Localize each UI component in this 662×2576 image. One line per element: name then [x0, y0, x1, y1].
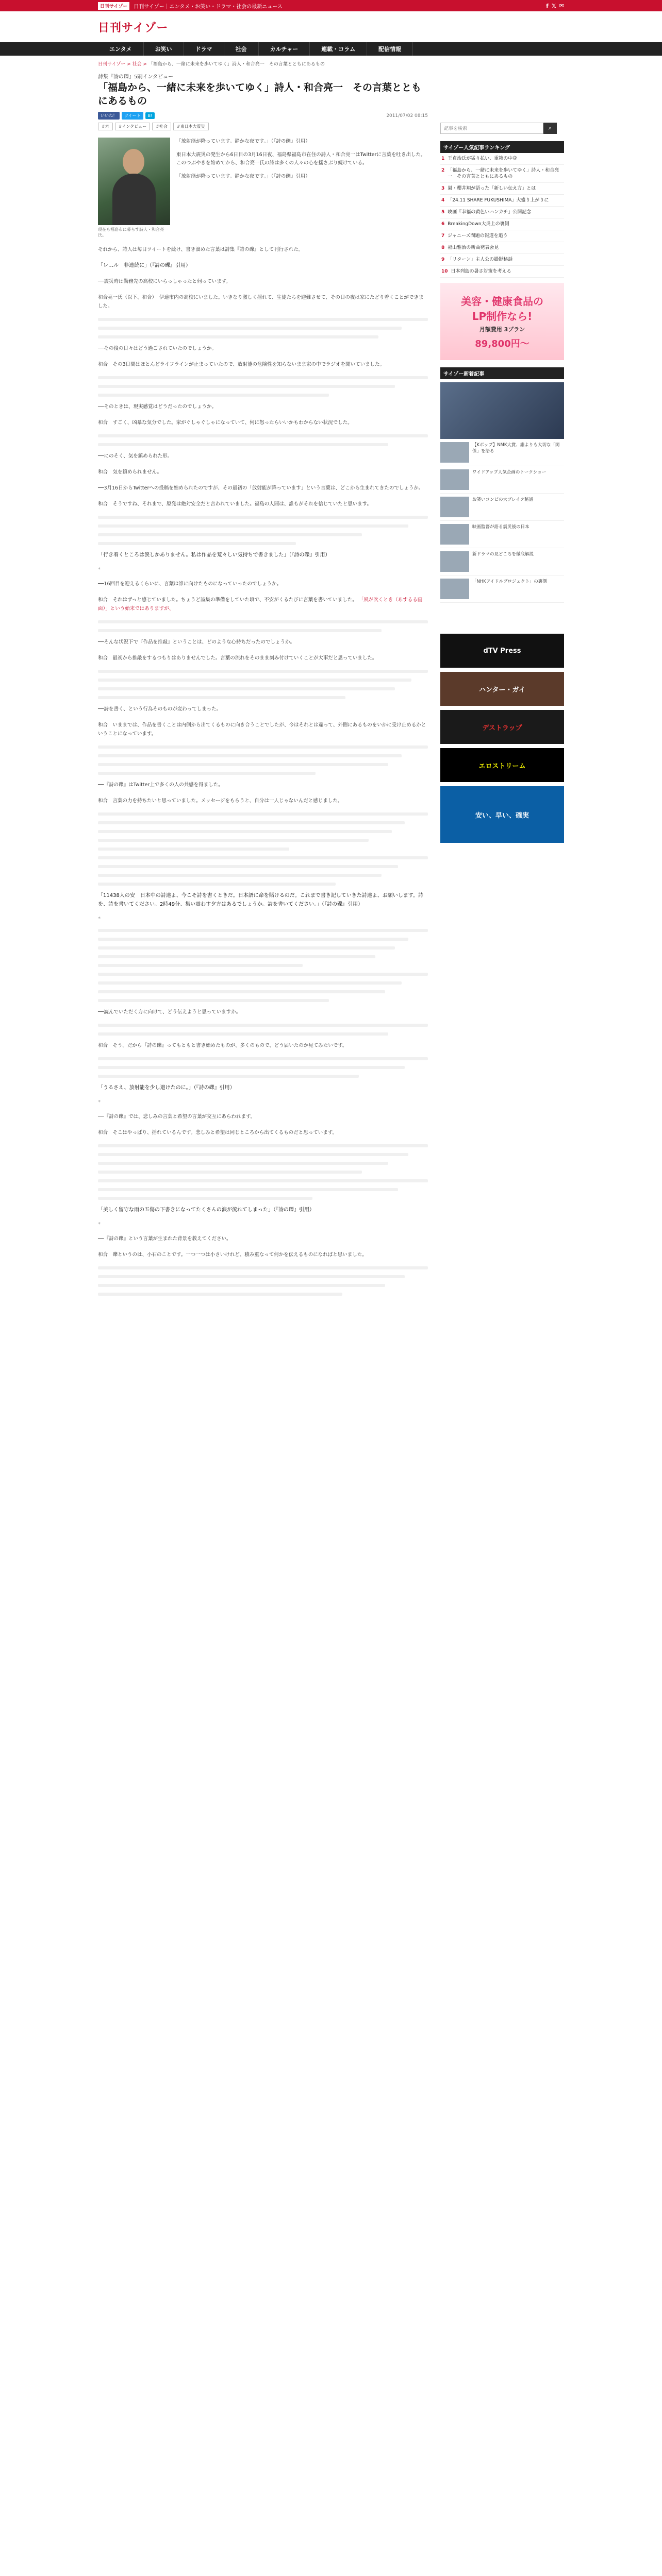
sidebar: [440, 61, 564, 1301]
site-logo[interactable]: 日刊サイゾー: [98, 21, 169, 35]
nav-item-culture[interactable]: カルチャー: [259, 42, 310, 56]
ad-banner-lp[interactable]: [440, 283, 564, 360]
social-links: [546, 3, 564, 9]
lead-quote: 「放射能が降っています。静かな夜です。」（『詩の礫』引用）: [176, 139, 310, 144]
question: ──16回目を迎えるくらいに、言葉は誰に向けたものになっていったのでしょうか。: [98, 581, 282, 587]
facebook-icon[interactable]: f: [546, 2, 549, 9]
answer: 和合 そう。だから『詩の礫』ってもともと書き始めたものが、多くのもので、どう届いたのか見てみたいです。: [98, 1043, 347, 1048]
poem-quote: 「美しく留守な雨の五傷の下書きになってたくさんの涙が流れてしまった」（『詩の礫』引用）: [98, 1207, 315, 1213]
breadcrumb-home[interactable]: 日刊サイゾー: [98, 62, 126, 67]
photo-caption: 現在も福島市に暮らす詩人・和合亮一氏。: [98, 227, 168, 238]
article-lead: [98, 138, 428, 238]
separator: *: [98, 1099, 101, 1105]
ranking-item[interactable]: 3 嵐・櫻井翔が語った「新しい伝え方」とは: [440, 183, 564, 195]
ranking-item[interactable]: 2 「福島から、一緒に未来を歩いてゆく」詩人・和合亮一 その言葉とともにあるもの: [440, 165, 564, 183]
answer: 和合 その3日間はほとんどライフラインが止まっていたので、放射能の危険性を知らないまま家の中でラジオを聞いていました。: [98, 362, 385, 367]
question: ──詩を書く、という行為そのものが変わってしまった。: [98, 706, 222, 712]
question: ──『詩の礫』はTwitter上で多くの人の共感を得ました。: [98, 782, 223, 788]
ranking-item[interactable]: 10 日本列島の暑さ対策を考える: [440, 266, 564, 278]
article-date: 2011/07/02 08:15: [386, 113, 428, 118]
breadcrumb: 日刊サイゾー > 社会 > 「福島から、一緒に未来を歩いてゆく」詩人・和合亮一 その言葉とともにあるもの: [98, 62, 325, 67]
article-tags: [98, 123, 428, 130]
answer: [98, 596, 428, 613]
answer-text: 和合 それはずっと感じていました。ちょうど詩集の準備をしていた頃で、不安がくるたびに言葉を書いていました。: [98, 597, 357, 603]
answer: 和合亮一氏（以下、和合） 伊達市内の高校にいました。いきなり激しく揺れて、生徒たちを避難させて、その日の夜は家にたどり着くことができました。: [98, 295, 424, 309]
answer: 和合 気を鎮められません。: [98, 469, 162, 475]
tag-link[interactable]: #インタビュー: [115, 123, 150, 130]
hatena-button[interactable]: B!: [145, 112, 155, 119]
poem-quote: 「レ…ル 非連続に」（『詩の礫』引用）: [98, 263, 191, 268]
answer: 和合 最初から推敲をするつもりはありませんでした。言葉の流れをそのまま刻み付けていくことが大事だと思っていました。: [98, 655, 377, 661]
answer: 和合 すごく、凶暴な気分でした。家がぐしゃぐしゃになっていて、何に怒ったらいいかもわからない状況でした。: [98, 420, 353, 426]
main-nav: [0, 42, 662, 56]
mail-icon[interactable]: ✉: [559, 2, 564, 9]
share-row: [98, 112, 428, 120]
answer: 和合 そうですね、それまで、原発は絶対安全だと言われていました。福島の人間は、誰もがそれを信じていたと思います。: [98, 501, 372, 507]
breadcrumb-category[interactable]: 社会: [132, 62, 142, 67]
separator: *: [98, 1222, 101, 1227]
separator: *: [98, 916, 101, 922]
nav-item-society[interactable]: 社会: [224, 42, 259, 56]
nav-item-column[interactable]: 連載・コラム: [310, 42, 367, 56]
site-header: [0, 11, 662, 42]
ranking-item[interactable]: 4 「24.11 SHARE FUKUSHIMA」大盛り上がりに: [440, 195, 564, 207]
ad-banner[interactable]: デストラップ: [440, 710, 564, 744]
ranking-item[interactable]: 8 福山雅治の新曲発表会見: [440, 242, 564, 254]
nav-item-streaming[interactable]: 配信情報: [367, 42, 413, 56]
answer: 和合 そこはやっぱり、揺れているんです。悲しみと希望は同じところから出てくるものだと思っています。: [98, 1130, 337, 1136]
question: ──その後の日々はどう過ごされていたのでしょうか。: [98, 346, 217, 351]
ranking-item[interactable]: 5 映画『幸福の黄色いハンカチ』公開記念: [440, 207, 564, 218]
nav-item-drama[interactable]: ドラマ: [184, 42, 224, 56]
news-item[interactable]: 「NHKアイドルプロジェクト」の裏側: [440, 575, 564, 603]
ad-banner[interactable]: dTV Press: [440, 634, 564, 668]
ranking-item[interactable]: 9 「リターン」主人公の撮影秘話: [440, 254, 564, 266]
featured-thumbnail[interactable]: [440, 382, 564, 439]
ranking-heading: サイゾー人気記事ランキング: [440, 141, 564, 153]
question: ──3月16日からTwitterへの投稿を始められたのですが、その最初の「放射能が降っています」という言葉は、どこから生まれてきたのでしょうか。: [98, 485, 424, 491]
news-item[interactable]: 新ドラマの見どころを徹底解説: [440, 548, 564, 575]
tag-link[interactable]: #本: [98, 123, 113, 130]
news-item[interactable]: ワイドアップ人気企画のトークショー: [440, 466, 564, 494]
news-item[interactable]: お笑いコンビの大ブレイク秘話: [440, 494, 564, 521]
ad-line: 月額費用 3プラン: [479, 326, 525, 333]
search-icon: ⌕: [548, 125, 552, 131]
ranking-item[interactable]: 7 ジャニーズ問題の報道を追う: [440, 230, 564, 242]
x-icon[interactable]: 𝕏: [551, 2, 556, 9]
search-input[interactable]: [440, 123, 543, 134]
author-photo: [98, 138, 170, 225]
search-box: [440, 123, 564, 134]
top-bar-logo[interactable]: 日刊サイゾー: [98, 2, 129, 10]
tag-link[interactable]: #社会: [152, 123, 171, 130]
question: ──『詩の礫』では、悲しみの言葉と希望の言葉が交互にあらわれます。: [98, 1114, 256, 1120]
news-heading: サイゾー新着記事: [440, 367, 564, 379]
ad-banner[interactable]: エロストリーム: [440, 748, 564, 782]
question: ──読んでいただく方に向けて、どう伝えようと思っていますか。: [98, 1009, 241, 1015]
ranking-list: [440, 153, 564, 278]
tweet-button[interactable]: ツイート: [122, 112, 143, 120]
ad-line: LP制作なら!: [472, 310, 533, 323]
ad-line: 美容・健康食品の: [461, 295, 543, 308]
question: ──『詩の礫』という言葉が生まれた背景を教えてください。: [98, 1236, 231, 1242]
paragraph: それから、詩人は毎日ツイートを続け、書き溜めた言葉は詩集『詩の礫』として刊行された。: [98, 247, 304, 252]
search-button[interactable]: [543, 123, 557, 134]
separator: *: [98, 567, 101, 572]
news-item[interactable]: 【Kポップ】NMK大賞、誰よりも大切な「関係」を語る: [440, 439, 564, 466]
highlight-text: 「風が吹くとき（あするる画面）」という始末ではありますが、: [98, 597, 423, 612]
answer: 和合 礫というのは、小石のことです。一つ一つは小さいけれど、積み重なって何かを伝えるものになればと思いました。: [98, 1252, 367, 1258]
top-bar-tagline: 日刊サイゾー｜エンタメ・お笑い・ドラマ・社会の最新ニュース: [134, 4, 283, 10]
nav-item-entertainment[interactable]: エンタメ: [98, 42, 144, 56]
top-bar: [0, 0, 662, 11]
question: ──震災時は勤務先の高校にいらっしゃったと伺っています。: [98, 279, 231, 284]
nav-item-comedy[interactable]: お笑い: [144, 42, 184, 56]
lead-paragraph: 東日本大震災の発生から6日目の3月16日夜、福島県福島市在住の詩人・和合亮一はTwitterに言葉を吐き出した。このつぶやきを始めてから、和合亮一氏の詩は多くの人々の心を揺さぶり続けている。: [176, 152, 426, 166]
lead-quote-repeat: 「放射能が降っています。静かな夜です。」（『詩の礫』引用）: [176, 174, 310, 179]
tag-link[interactable]: #東日本大震災: [173, 123, 209, 130]
poem-quote: 「行き着くところは涙しかありません。私は作品を荒々しい気持ちで書きました」（『詩の礫』引用）: [98, 552, 330, 558]
poem-quote: 「うるさえ、放射能を少し避けたのに。」（『詩の礫』引用）: [98, 1085, 235, 1091]
poem-quote: 「11438人の安 日本中の詩達よ、今こそ詩を書くときだ。日本語に命を賭けるのだ。これまで書き記していきた詩達よ、お願いします。詩を、詩を書いてください。2時49分、集い震わす夕方はあるでしょうか。詩を書いてください。」（『詩の礫』引用）: [98, 893, 424, 907]
question: ──そのときは、現実感覚はどうだったのでしょうか。: [98, 404, 217, 410]
news-item[interactable]: 映画監督が語る震災後の日本: [440, 521, 564, 548]
breadcrumb-current: 「福島から、一緒に未来を歩いてゆく」詩人・和合亮一 その言葉とともにあるもの: [148, 62, 325, 67]
ad-banner[interactable]: 安い、早い、確実: [440, 786, 564, 843]
answer: 和合 言葉の力を持ちたいと思っていました。メッセージをもらうと、自分は一人じゃないんだと感じました。: [98, 798, 343, 804]
article-column: [98, 61, 428, 1301]
ad-price: 89,800円〜: [475, 338, 529, 349]
ranking-item[interactable]: 6 BreakingDown大炎上の裏側: [440, 218, 564, 230]
ranking-item[interactable]: 1 王貞治氏が猛り払い、重箱の中身: [440, 153, 564, 165]
question: ──そんな状況下で『作品を推敲』ということは、どのような心持ちだったのでしょうか。: [98, 639, 295, 645]
question: ──にのそく、気を鎮められた形。: [98, 453, 173, 459]
article-title: 「福島から、一緒に未来を歩いてゆく」詩人・和合亮一 その言葉とともにあるもの: [98, 82, 422, 107]
facebook-like-button[interactable]: いいね！: [98, 112, 120, 120]
article-kicker: 詩集『詩の礫』5刷インタビュー: [98, 74, 173, 80]
ad-banner[interactable]: ハンター・ガイ: [440, 672, 564, 706]
answer: 和合 いままでは、作品を書くことは内側から出てくるものに向き合うことでしたが、今はそれとは違って、外側にあるものをいかに受け止めるかということになっています。: [98, 722, 426, 737]
